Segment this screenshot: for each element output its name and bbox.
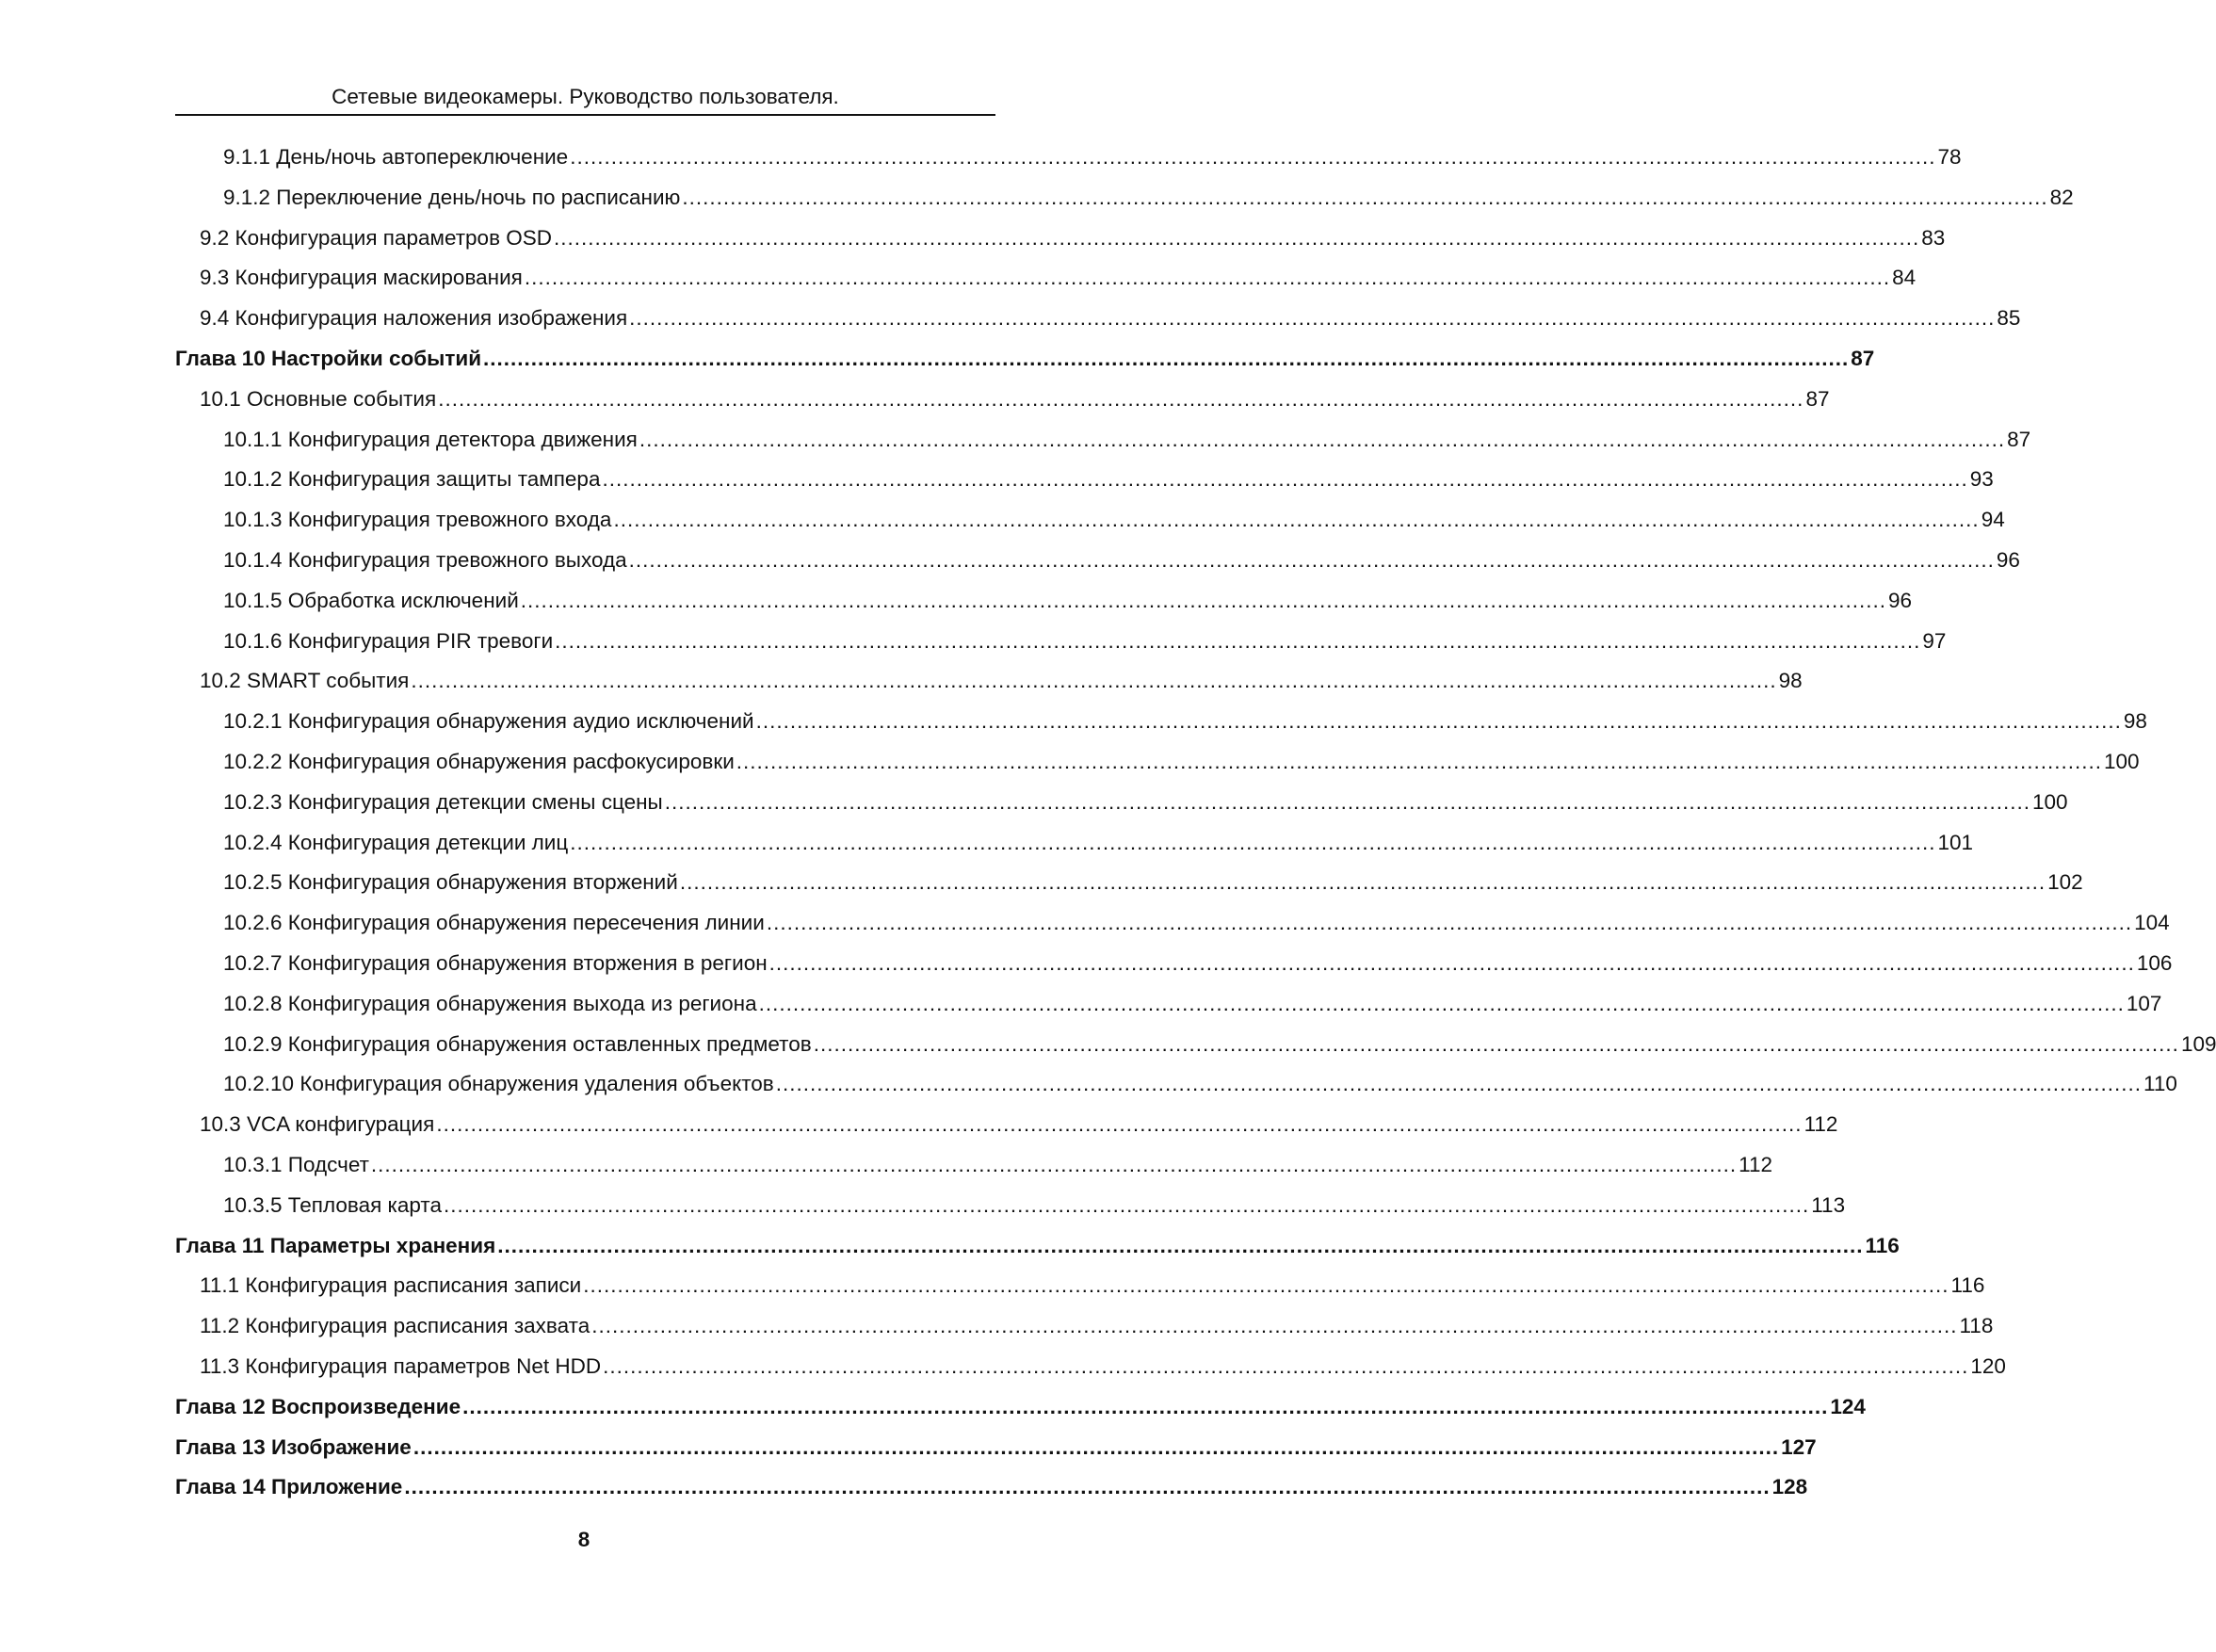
- toc-entry-title: Глава 10 Настройки событий: [175, 347, 482, 370]
- toc-dot-leader: ........................................................................................................................................................................................................: [755, 709, 2122, 733]
- toc-dot-leader: ........................................................................................................................................................................................................: [629, 306, 1996, 330]
- toc-chapter-entry[interactable]: [175, 339, 1875, 373]
- toc-entry-page-number: 87: [1805, 387, 1830, 411]
- toc-entry-title: Глава 14 Приложение: [175, 1475, 403, 1498]
- toc-entry-page-number: 112: [1804, 1112, 1838, 1136]
- toc-entry-page-number: 83: [1921, 226, 1946, 250]
- toc-entry-page-number: 107: [2126, 992, 2162, 1015]
- toc-section-entry[interactable]: [223, 1025, 2216, 1059]
- toc-entry-title: 10.2.6 Конфигурация обнаружения пересечения линии: [223, 911, 765, 934]
- toc-entry-page-number: 96: [1996, 548, 2020, 572]
- toc-entry-title: 10.1.3 Конфигурация тревожного входа: [223, 508, 612, 531]
- toc-section-entry[interactable]: [223, 1186, 1846, 1220]
- toc-entry-page-number: 78: [1937, 145, 1962, 169]
- toc-dot-leader: ........................................................................................................................................................................................................: [570, 145, 1936, 169]
- toc-dot-leader: ........................................................................................................................................................................................................: [628, 548, 1995, 572]
- toc-entry-page-number: 82: [2049, 186, 2074, 209]
- toc-entry-title: 10.2.8 Конфигурация обнаружения выхода из региона: [223, 992, 757, 1015]
- toc-section-entry[interactable]: [223, 823, 1974, 857]
- toc-entry-page-number: 104: [2134, 911, 2170, 934]
- toc-entry-title: 11.2 Конфигурация расписания захвата: [200, 1314, 590, 1337]
- toc-entry-title: 10.1.1 Конфигурация детектора движения: [223, 428, 638, 451]
- toc-entry-title: 10.2.1 Конфигурация обнаружения аудио исключений: [223, 709, 754, 733]
- toc-entry-page-number: 118: [1959, 1314, 1994, 1337]
- toc-section-entry[interactable]: [223, 1064, 2177, 1098]
- toc-entry-title: 10.2.7 Конфигурация обнаружения вторжения в регион: [223, 951, 768, 975]
- toc-entry-page-number: 94: [1981, 508, 2005, 531]
- toc-dot-leader: ........................................................................................................................................................................................................: [682, 186, 2048, 209]
- toc-dot-leader: ........................................................................................................................................................................................................: [438, 387, 1804, 411]
- toc-entry-title: 10.2.2 Конфигурация обнаружения расфокусировки: [223, 750, 735, 773]
- toc-dot-leader: ........................................................................................................................................................................................................: [758, 992, 2125, 1015]
- toc-entry-title: 9.1.1 День/ночь автопереключение: [223, 145, 569, 169]
- toc-section-entry[interactable]: [200, 1105, 1838, 1139]
- toc-entry-title: 9.1.2 Переключение день/ночь по расписанию: [223, 186, 681, 209]
- toc-entry-page-number: 100: [2104, 750, 2140, 773]
- toc-entry-title: 10.1.6 Конфигурация PIR тревоги: [223, 629, 554, 653]
- toc-dot-leader: ........................................................................................................................................................................................................: [602, 467, 1968, 491]
- toc-entry-title: 10.3.5 Тепловая карта: [223, 1193, 442, 1217]
- toc-dot-leader: ........................................................................................................................................................................................................: [583, 1273, 1949, 1297]
- toc-entry-page-number: 93: [1969, 467, 1994, 491]
- toc-dot-leader: ........................................................................................................................................................................................................: [570, 831, 1936, 854]
- toc-dot-leader: ........................................................................................................................................................................................................: [639, 428, 2006, 451]
- toc-dot-leader: ........................................................................................................................................................................................................: [404, 1475, 1771, 1498]
- toc-section-entry[interactable]: [223, 500, 2005, 534]
- toc-section-entry[interactable]: [223, 178, 2074, 212]
- toc-section-entry[interactable]: [223, 460, 1994, 494]
- toc-entry-page-number: 116: [1950, 1273, 1985, 1297]
- toc-section-entry[interactable]: [200, 1347, 2006, 1381]
- toc-entry-title: 9.3 Конфигурация маскирования: [200, 266, 523, 289]
- toc-section-entry[interactable]: [223, 581, 1913, 615]
- toc-entry-title: 10.2.3 Конфигурация детекции смены сцены: [223, 790, 663, 814]
- page-header: Сетевые видеокамеры. Руководство пользователя.: [332, 85, 839, 108]
- toc-dot-leader: ........................................................................................................................................................................................................: [554, 226, 1920, 250]
- toc-dot-leader: ........................................................................................................................................................................................................: [411, 669, 1777, 692]
- toc-entry-page-number: 98: [2123, 709, 2147, 733]
- toc-entry-page-number: 112: [1739, 1153, 1773, 1176]
- toc-dot-leader: ........................................................................................................................................................................................................: [613, 508, 1980, 531]
- toc-section-entry[interactable]: [223, 903, 2170, 937]
- toc-entry-page-number: 98: [1778, 669, 1803, 692]
- toc-entry-page-number: 106: [2136, 951, 2173, 975]
- toc-entry-title: 10.1 Основные события: [200, 387, 437, 411]
- toc-entry-page-number: 109: [2180, 1032, 2216, 1056]
- toc-section-entry[interactable]: [223, 783, 2068, 817]
- toc-section-entry[interactable]: [200, 1266, 1985, 1300]
- toc-entry-title: 11.3 Конфигурация параметров Net HDD: [200, 1354, 602, 1378]
- toc-entry-title: 10.2.10 Конфигурация обнаружения удаления объектов: [223, 1072, 774, 1095]
- toc-dot-leader: ........................................................................................................................................................................................................: [664, 790, 2030, 814]
- toc-dot-leader: ........................................................................................................................................................................................................: [443, 1193, 1810, 1217]
- toc-dot-leader: ........................................................................................................................................................................................................: [555, 629, 1921, 653]
- toc-dot-leader: ........................................................................................................................................................................................................: [766, 911, 2133, 934]
- toc-chapter-entry[interactable]: [175, 1387, 1866, 1421]
- toc-entry-title: Глава 11 Параметры хранения: [175, 1234, 496, 1257]
- toc-entry-page-number: 85: [1997, 306, 2021, 330]
- toc-dot-leader: ........................................................................................................................................................................................................: [603, 1354, 1969, 1378]
- toc-section-entry[interactable]: [223, 984, 2162, 1018]
- toc-entry-title: 11.1 Конфигурация расписания записи: [200, 1273, 582, 1297]
- toc-section-entry[interactable]: [223, 622, 1947, 656]
- toc-dot-leader: ........................................................................................................................................................................................................: [524, 266, 1891, 289]
- toc-entry-page-number: 120: [1970, 1354, 2006, 1378]
- toc-dot-leader: ........................................................................................................................................................................................................: [436, 1112, 1803, 1136]
- toc-section-entry[interactable]: [200, 380, 1830, 413]
- toc-section-entry[interactable]: [223, 944, 2173, 978]
- toc-entry-title: 10.1.2 Конфигурация защиты тампера: [223, 467, 601, 491]
- toc-entry-title: 10.2 SMART события: [200, 669, 410, 692]
- toc-entry-page-number: 110: [2143, 1072, 2177, 1095]
- toc-entry-page-number: 113: [1811, 1193, 1846, 1217]
- toc-entry-title: 10.2.9 Конфигурация обнаружения оставленных предметов: [223, 1032, 812, 1056]
- toc-chapter-entry[interactable]: [175, 1428, 1817, 1462]
- toc-section-entry[interactable]: [223, 420, 2031, 454]
- toc-section-entry[interactable]: [223, 702, 2147, 736]
- toc-entry-title: 10.2.4 Конфигурация детекции лиц: [223, 831, 569, 854]
- toc-dot-leader: ........................................................................................................................................................................................................: [497, 1234, 1864, 1257]
- toc-dot-leader: ........................................................................................................................................................................................................: [520, 589, 1887, 612]
- toc-entry-page-number: 87: [2007, 428, 2031, 451]
- toc-entry-page-number: 128: [1771, 1475, 1808, 1498]
- toc-entry-title: 10.2.5 Конфигурация обнаружения вторжений: [223, 870, 678, 894]
- toc-section-entry[interactable]: [200, 1306, 1994, 1340]
- toc-section-entry[interactable]: [200, 661, 1803, 695]
- toc-entry-title: Глава 12 Воспроизведение: [175, 1395, 461, 1418]
- toc-entry-page-number: 84: [1892, 266, 1917, 289]
- toc-entry-title: 10.3 VCA конфигурация: [200, 1112, 435, 1136]
- toc-dot-leader: ........................................................................................................................................................................................................: [591, 1314, 1958, 1337]
- toc-entry-title: Глава 13 Изображение: [175, 1435, 412, 1459]
- toc-entry-page-number: 97: [1922, 629, 1947, 653]
- toc-dot-leader: ........................................................................................................................................................................................................: [483, 347, 1850, 370]
- toc-dot-leader: ........................................................................................................................................................................................................: [813, 1032, 2179, 1056]
- toc-entry-page-number: 101: [1937, 831, 1974, 854]
- toc-section-entry[interactable]: [200, 258, 1917, 292]
- toc-chapter-entry[interactable]: [175, 1226, 1900, 1260]
- toc-dot-leader: ........................................................................................................................................................................................................: [736, 750, 2103, 773]
- toc-entry-page-number: 100: [2031, 790, 2068, 814]
- toc-entry-page-number: 127: [1781, 1435, 1817, 1459]
- toc-section-entry[interactable]: [200, 299, 2021, 332]
- toc-section-entry[interactable]: [223, 742, 2140, 776]
- toc-dot-leader: ........................................................................................................................................................................................................: [462, 1395, 1829, 1418]
- toc-section-entry[interactable]: [223, 541, 2020, 575]
- toc-section-entry[interactable]: [223, 1145, 1773, 1179]
- toc-section-entry[interactable]: [200, 219, 1946, 252]
- toc-entry-page-number: 96: [1888, 589, 1913, 612]
- toc-dot-leader: ........................................................................................................................................................................................................: [768, 951, 2135, 975]
- toc-entry-page-number: 102: [2047, 870, 2083, 894]
- toc-entry-title: 9.4 Конфигурация наложения изображения: [200, 306, 628, 330]
- toc-entry-page-number: 124: [1830, 1395, 1866, 1418]
- toc-dot-leader: ........................................................................................................................................................................................................: [412, 1435, 1780, 1459]
- toc-section-entry[interactable]: [223, 138, 1962, 171]
- header-divider: [175, 114, 995, 116]
- toc-entry-page-number: 87: [1851, 347, 1875, 370]
- toc-entry-page-number: 116: [1865, 1234, 1900, 1257]
- toc-chapter-entry[interactable]: [175, 1467, 1808, 1501]
- page-number: 8: [577, 1528, 590, 1551]
- toc-dot-leader: ........................................................................................................................................................................................................: [370, 1153, 1738, 1176]
- toc-entry-title: 10.1.4 Конфигурация тревожного выхода: [223, 548, 627, 572]
- toc-section-entry[interactable]: [223, 863, 2083, 897]
- toc-entry-title: 10.3.1 Подсчет: [223, 1153, 369, 1176]
- toc-entry-title: 9.2 Конфигурация параметров OSD: [200, 226, 553, 250]
- toc-dot-leader: ........................................................................................................................................................................................................: [679, 870, 2046, 894]
- toc-dot-leader: ........................................................................................................................................................................................................: [775, 1072, 2142, 1095]
- toc-entry-title: 10.1.5 Обработка исключений: [223, 589, 519, 612]
